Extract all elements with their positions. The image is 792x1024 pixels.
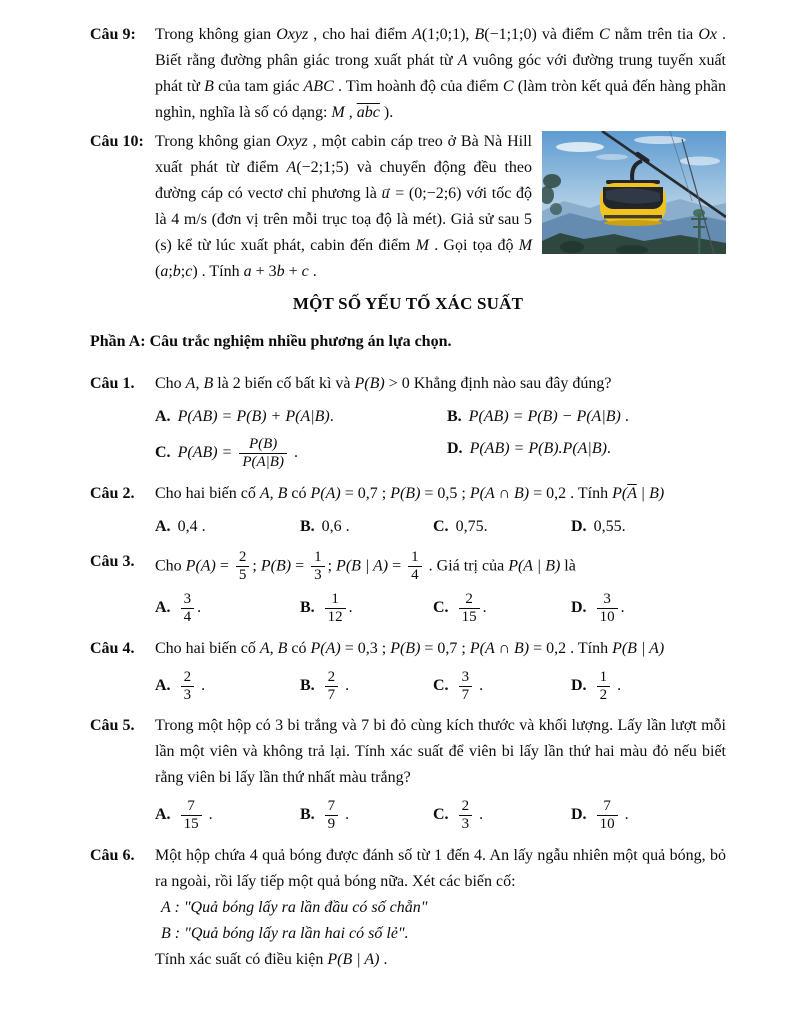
question-4-body <box>155 636 726 711</box>
fraction-numerator: 2 <box>327 668 336 685</box>
option-b <box>300 669 433 705</box>
option-d-value <box>594 668 622 703</box>
option-a-label: A. <box>155 517 171 535</box>
option-d-value <box>470 440 611 457</box>
text-run: 0,55. <box>593 517 626 535</box>
option-a <box>155 591 300 627</box>
option-c-label: C. <box>433 676 449 694</box>
math-run: P(A) <box>310 639 341 657</box>
fraction-denominator: 4 <box>408 566 422 584</box>
question-6-event-a <box>155 895 726 921</box>
question-2 <box>90 481 726 546</box>
option-d-label: D. <box>571 599 587 617</box>
question-3-body <box>155 549 726 633</box>
text-run: = <box>388 556 406 574</box>
text-run: . <box>204 806 213 824</box>
fraction-numerator: 2 <box>461 798 470 814</box>
text-run: và chuyển động đều theo đường cáp có vectơ chỉ phương là <box>155 159 533 202</box>
question-1-options <box>155 404 726 472</box>
question-4-options <box>155 669 726 705</box>
fraction-denominator: 10 <box>597 608 618 626</box>
math-run: A <box>161 898 171 916</box>
option-c <box>433 591 571 627</box>
question-6-event-b <box>155 921 726 947</box>
option-c-value <box>456 591 487 626</box>
option-b-value <box>322 798 350 833</box>
fraction <box>597 669 611 705</box>
fraction <box>325 669 339 705</box>
math-run: A <box>412 26 422 43</box>
math-run: B <box>161 924 171 942</box>
option-c <box>155 436 447 472</box>
text-run: > 0 Khẳng định nào sau đây đúng? <box>384 375 612 392</box>
option-b-value <box>322 591 353 626</box>
option-a-value <box>178 798 213 833</box>
option-b-label: B. <box>300 517 315 535</box>
text-run: là 2 biến cố bất kì và <box>213 375 355 392</box>
math-run: c <box>185 263 193 280</box>
fraction-numerator: 2 <box>238 548 247 565</box>
text-run: . Biết rằng đường phân giác trong xuất phát từ <box>155 26 727 69</box>
question-5-text <box>155 713 726 791</box>
option-a-label: A. <box>155 806 171 824</box>
math-run: M <box>331 104 345 121</box>
option-a-value <box>178 408 334 425</box>
math-run: P(A) <box>185 556 216 574</box>
text-run: . <box>197 676 206 694</box>
option-b-label: B. <box>300 806 315 824</box>
text-run: . <box>606 440 611 457</box>
question-3-options <box>155 591 726 627</box>
fraction-numerator: 7 <box>187 798 195 814</box>
text-run: = <box>291 556 309 574</box>
question-3-label: Câu 3. <box>90 552 135 570</box>
text-run: . <box>197 599 202 617</box>
question-9 <box>90 22 726 126</box>
text-run: (−1;1;0) <box>484 26 537 43</box>
option-a-value <box>178 518 206 535</box>
math-run: B <box>474 26 485 43</box>
fraction-denominator: 7 <box>325 686 339 704</box>
text-run: = 0,5 ; <box>420 484 470 502</box>
question-10-label: Câu 10: <box>90 133 144 150</box>
fraction <box>181 591 195 627</box>
option-c-value <box>177 436 298 471</box>
text-run: . <box>289 444 298 462</box>
question-1-body <box>155 371 726 478</box>
question-3 <box>90 549 726 633</box>
fraction <box>181 798 202 834</box>
fraction <box>239 436 287 472</box>
italic-run: : "Quả bóng lấy ra lần hai có số lẻ". <box>170 924 409 942</box>
text-run: . Gọi tọa độ <box>428 237 519 254</box>
text-run: Tính xác suất có điều kiện <box>155 950 328 968</box>
text-run: nằm trên tia <box>609 26 699 43</box>
text-run: Cho hai biến cố <box>155 639 260 657</box>
text-run: Trong một hộp có 3 bi trắng và 7 bi đỏ cùng kích thước và khối lượng. Lấy lần lượt mỗi lần một viên và không trả lại. Tính xác suất để viên bi lấy lần thứ hai màu đỏ nếu biết rằng viên bi lấy lần thứ nhất màu trắng? <box>155 717 726 786</box>
math-run: b <box>276 263 285 280</box>
question-6-label: Câu 6. <box>90 846 135 864</box>
text-run: . <box>482 599 487 617</box>
math-run: M <box>415 237 429 254</box>
fraction <box>325 798 339 834</box>
math-run: P(A ∩ B) <box>469 484 530 502</box>
fraction <box>459 798 473 834</box>
math-run: | B) <box>636 484 665 502</box>
math-run: c <box>301 263 309 280</box>
fraction-denominator: 3 <box>181 686 195 704</box>
text-run: . <box>341 676 350 694</box>
option-c <box>433 669 571 705</box>
fraction <box>311 549 325 585</box>
math-run: A <box>286 159 297 176</box>
fraction-denominator: P(A|B) <box>239 453 287 471</box>
option-b-label: B. <box>447 408 462 425</box>
italic-run: : "Quả bóng lấy ra lần đầu có số chẵn" <box>170 898 428 916</box>
question-10 <box>90 129 726 285</box>
part-a-heading: Phần A: Câu trắc nghiệm nhiều phương án lựa chọn. <box>90 333 452 350</box>
text-run: . Giá trị của <box>424 556 509 574</box>
question-2-body <box>155 481 726 546</box>
math-run: C <box>599 26 610 43</box>
text-run: = 0,7 ; <box>340 484 391 502</box>
option-a <box>155 404 447 430</box>
fraction-numerator: 2 <box>465 591 473 607</box>
option-c <box>433 798 571 834</box>
option-c-value <box>456 518 488 535</box>
text-run: = 0,3 ; <box>340 639 391 657</box>
text-run: Trong không gian <box>155 133 276 150</box>
math-run: P(B) <box>390 484 421 502</box>
text-run: + <box>284 263 302 280</box>
text-run: ; <box>180 263 186 280</box>
fraction <box>236 549 250 585</box>
math-run: B <box>204 78 214 95</box>
math-run: P(B) <box>390 639 421 657</box>
text-run: Trong không gian <box>155 26 277 43</box>
question-1 <box>90 371 726 478</box>
math-run: P(AB) = P(B).P(A|B) <box>469 440 607 457</box>
question-10-body <box>155 129 726 285</box>
fraction <box>459 669 473 705</box>
option-b-label: B. <box>300 599 315 617</box>
math-run: P(B | A) <box>336 556 389 574</box>
option-d-label: D. <box>571 806 587 824</box>
option-a <box>155 514 300 540</box>
fraction-denominator: 15 <box>459 608 480 626</box>
question-5-label: Câu 5. <box>90 717 135 734</box>
option-b-value <box>469 408 629 425</box>
fraction-denominator: 5 <box>236 566 250 584</box>
text-run: . <box>379 950 388 968</box>
text-run: . <box>475 806 484 824</box>
text-run: . <box>329 408 334 425</box>
math-run: P(AB) = P(B) + P(A|B) <box>177 408 330 425</box>
math-run: P(AB) = <box>177 444 237 462</box>
math-run: P(B | A) <box>327 950 380 968</box>
question-1-text <box>155 371 726 397</box>
question-2-text <box>155 481 726 507</box>
question-4-text <box>155 636 726 662</box>
math-run: P( <box>612 484 628 502</box>
question-5-body <box>155 713 726 840</box>
text-run: 0,6 . <box>321 517 350 535</box>
question-6-body <box>155 843 726 973</box>
fraction <box>181 669 195 705</box>
fraction-denominator: 3 <box>459 815 473 833</box>
option-c-value <box>456 668 484 703</box>
option-a-value <box>178 668 206 703</box>
text-run: có <box>287 484 311 502</box>
section-title: MỘT SỐ YẾU TỐ XÁC SUẤT <box>292 294 524 313</box>
fraction-numerator: 1 <box>331 591 339 607</box>
question-5 <box>90 713 726 840</box>
text-run: . <box>620 806 629 824</box>
fraction-denominator: 12 <box>325 608 346 626</box>
math-run: Ox <box>698 26 717 43</box>
option-d-label: D. <box>447 440 463 457</box>
text-run: , <box>344 104 357 121</box>
math-run: A, B <box>185 375 214 392</box>
option-c-value <box>456 798 484 833</box>
fraction <box>325 591 346 627</box>
option-c-label: C. <box>155 444 171 462</box>
text-run: 0,75. <box>455 517 488 535</box>
text-run: Cho hai biến cố <box>155 484 260 502</box>
math-run: b <box>172 263 181 280</box>
text-run: . <box>613 676 622 694</box>
fraction-numerator: 1 <box>314 548 322 565</box>
fraction-numerator: P(B) <box>248 436 278 452</box>
text-run: . <box>308 263 317 280</box>
text-run: (1;0;1), <box>421 26 475 43</box>
text-run: . <box>620 408 629 425</box>
text-run: 0,4 . <box>177 517 206 535</box>
option-a-value <box>178 591 202 626</box>
option-a <box>155 798 300 834</box>
fraction <box>459 591 480 627</box>
option-d-label: D. <box>571 517 587 535</box>
question-6 <box>90 843 726 973</box>
text-run: (làm tròn kết quả đến hàng phần nghìn, nghĩa là số có dạng: <box>155 78 727 121</box>
text-run: , một cabin cáp treo ở Bà Nà Hill xuất phát từ điểm <box>155 133 532 176</box>
math-run: P(AB) = P(B) − P(A|B) <box>468 408 621 425</box>
option-a <box>155 669 300 705</box>
question-6-final <box>155 947 726 973</box>
text-run: ) . Tính <box>192 263 244 280</box>
text-run: có <box>287 639 311 657</box>
cable-car-photo <box>542 131 726 254</box>
question-5-options <box>155 798 726 834</box>
math-run: P(B | A) <box>612 639 665 657</box>
fraction-numerator: 3 <box>183 591 192 607</box>
text-run: . <box>348 599 353 617</box>
fraction-numerator: 7 <box>603 798 611 814</box>
option-c <box>433 514 571 540</box>
option-d <box>447 436 726 472</box>
text-run: ; <box>168 263 173 280</box>
option-b <box>447 404 726 430</box>
text-run: (−2;1;5) <box>296 159 349 176</box>
text-run: + 3 <box>251 263 277 280</box>
text-run: Cho <box>155 375 186 392</box>
fraction-numerator: 1 <box>599 668 608 685</box>
text-run: . Tìm hoành độ của điểm <box>333 78 503 95</box>
text-run: = 0,2 . Tính <box>529 484 613 502</box>
fraction-denominator: 9 <box>325 815 339 833</box>
text-run: = <box>215 556 233 574</box>
question-2-label: Câu 2. <box>90 484 135 502</box>
fraction-denominator: 10 <box>597 815 618 833</box>
question-1-label: Câu 1. <box>90 375 135 392</box>
math-run: Oxyz <box>276 26 309 43</box>
option-b <box>300 514 433 540</box>
fraction-numerator: 3 <box>461 668 470 685</box>
math-run: P(A | B) <box>508 556 561 574</box>
option-b-value <box>322 518 350 535</box>
fraction <box>597 798 618 834</box>
math-run: M <box>518 237 533 254</box>
question-6-intro <box>155 843 726 895</box>
text-run: và điểm <box>536 26 600 43</box>
text-run: = 0,2 . Tính <box>529 639 613 657</box>
math-run: C <box>502 78 514 95</box>
fraction-numerator: 3 <box>603 591 611 607</box>
option-c-label: C. <box>433 517 449 535</box>
math-run: a <box>160 263 169 280</box>
fraction <box>408 549 422 585</box>
text-run: = 0,7 ; <box>420 639 470 657</box>
math-run: P(B) <box>260 556 292 574</box>
question-9-label: Câu 9: <box>90 26 136 43</box>
option-b-label: B. <box>300 676 315 694</box>
option-d <box>571 669 726 705</box>
option-c-label: C. <box>433 806 449 824</box>
option-b-value <box>322 668 350 703</box>
fraction-numerator: 2 <box>183 668 192 685</box>
option-d-label: D. <box>571 676 587 694</box>
question-2-options <box>155 514 726 540</box>
text-run: của tam giác <box>213 78 304 95</box>
math-run: A, B <box>259 484 288 502</box>
text-run: ; <box>327 556 337 574</box>
fraction-denominator: 15 <box>181 815 202 833</box>
question-3-text <box>155 549 726 585</box>
math-run: Oxyz <box>275 133 308 150</box>
fraction-numerator: 1 <box>411 548 419 565</box>
fraction-denominator: 4 <box>181 608 195 626</box>
question-4 <box>90 636 726 711</box>
option-d <box>571 798 726 834</box>
fraction-denominator: 2 <box>597 686 611 704</box>
option-d-value <box>594 591 625 626</box>
option-d <box>571 591 726 627</box>
fraction-denominator: 7 <box>459 686 473 704</box>
fraction-numerator: 7 <box>327 798 336 814</box>
math-run: a <box>243 263 252 280</box>
text-run: = (0;−2;6) với tốc độ là 4 m/s (đơn vị trên mỗi trục toạ độ là mét). Giả sử sau 5 (s) kể từ lúc xuất phát, cabin đến điểm <box>155 185 532 254</box>
text-run: . <box>620 599 625 617</box>
math-run: ABC <box>303 78 334 95</box>
cable-car-image <box>542 131 726 254</box>
question-9-text <box>155 22 726 126</box>
text-run: . <box>341 806 350 824</box>
math-run: P(A) <box>310 484 341 502</box>
option-d-value <box>594 798 629 833</box>
text-run: Cho <box>155 556 186 574</box>
option-d <box>571 514 726 540</box>
text-run: ( <box>155 263 161 280</box>
question-4-label: Câu 4. <box>90 639 135 657</box>
vector-run: u → <box>382 185 390 202</box>
option-b <box>300 798 433 834</box>
text-run: , cho hai điểm <box>308 26 413 43</box>
option-d-value <box>594 518 626 535</box>
fraction <box>597 591 618 627</box>
overline-run: $\overline{abc}$ <box>356 104 380 121</box>
text-run: Một hộp chứa 4 quả bóng được đánh số từ 1 đến 4. An lấy ngẫu nhiên một quả bóng, bỏ ra ngoài, rồi lấy tiếp một quả bóng nữa. Xét các biến cố: <box>155 846 726 890</box>
fraction-denominator: 3 <box>311 566 325 584</box>
math-run: A, B <box>259 639 288 657</box>
overline-run: $\overline{A}$ <box>627 484 637 502</box>
text-run: . <box>475 676 484 694</box>
option-b <box>300 591 433 627</box>
math-run: P(A ∩ B) <box>469 639 530 657</box>
text-run: ). <box>379 104 394 121</box>
math-run: P(B) <box>354 375 385 392</box>
text-run: là <box>560 556 576 574</box>
text-run: vuông góc với đường trung tuyến xuất phát từ <box>155 52 726 95</box>
option-c-label: C. <box>433 599 449 617</box>
question-10-text <box>155 133 532 280</box>
option-a-label: A. <box>155 408 171 425</box>
math-run: A <box>457 52 468 69</box>
option-a-label: A. <box>155 599 171 617</box>
option-a-label: A. <box>155 676 171 694</box>
text-run: ; <box>252 556 261 574</box>
